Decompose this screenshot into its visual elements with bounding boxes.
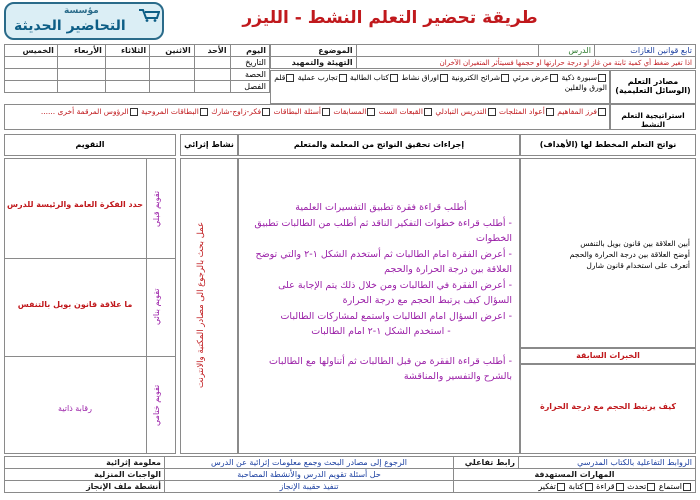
checkbox[interactable] — [546, 108, 554, 116]
lesson-label: الدرس — [538, 45, 594, 57]
checkbox[interactable] — [390, 74, 398, 82]
link-label: رابط تفاعلي — [454, 457, 519, 469]
procedure-item: - اعرض السؤال امام الطالبات واستمع لمشاركات الطالبات — [280, 310, 512, 322]
page-title: طريقة تحضير التعلم النشط - الليزر — [242, 8, 538, 28]
logo-line2: التحاضير الحديثة — [14, 18, 126, 34]
strategy-item: القبعات الست — [378, 107, 423, 116]
checkbox[interactable] — [339, 74, 347, 82]
day-mon: الاثنين — [150, 45, 195, 57]
day-wed: الأربعاء — [57, 45, 105, 57]
strategy-item: فكر-زاوج-شارك — [211, 107, 262, 116]
source-item: قلم الورق والفلين — [274, 73, 607, 92]
checkbox[interactable] — [550, 74, 558, 82]
strategy-item: فرز المفاهيم — [557, 107, 597, 116]
sources-label: مصادر التعلم (الوسائل التعليمية) — [610, 70, 696, 104]
cart-icon — [138, 8, 160, 22]
checkbox[interactable] — [598, 74, 606, 82]
procedure-item: أطلب قراءة فقرة تطبيق التفسيرات العلمية — [295, 202, 467, 213]
evaluation-header: التقويم — [4, 134, 176, 156]
skill-item: استماع — [658, 482, 682, 491]
checkbox[interactable] — [585, 483, 593, 491]
activity-text: عمل بحث بالرجوع الى مصادر المكتبة والانترنت — [196, 221, 206, 389]
prior-label: الخبرات السابقة — [520, 348, 696, 364]
source-item: سبورة ذكية — [561, 73, 597, 82]
checkbox[interactable] — [598, 108, 606, 116]
checkbox[interactable] — [647, 483, 655, 491]
strategy-item: البطاقات المروحية — [141, 107, 199, 116]
row-class: الفصل — [230, 81, 269, 93]
checkbox[interactable] — [367, 108, 375, 116]
strategy-item: الرؤوس المرقمة — [76, 107, 129, 116]
intro-label: التهيئة والتمهيد — [271, 57, 357, 69]
schedule-table — [4, 44, 270, 93]
checkbox[interactable] — [262, 108, 270, 116]
checkbox[interactable] — [322, 108, 330, 116]
strategy-item: أعواد المثلجات — [498, 107, 545, 116]
lesson-value: تابع قوانين الغازات — [594, 45, 695, 57]
day-sun: الأحد — [194, 45, 230, 57]
checkbox[interactable] — [683, 483, 691, 491]
activity-header: نشاط إثرائي — [180, 134, 238, 156]
strategy-label: استراتيجية التعلم النشط — [610, 104, 696, 130]
portfolio-value: تنفيذ حقيبة الإنجاز — [165, 481, 454, 493]
intro-text: اذا تغير ضغط أي كمية ثابتة من غاز او درجة حرارتها او حجمها فسيتأثر المتغيران الآخران — [356, 57, 695, 69]
info-table — [270, 44, 696, 69]
outcome-item: أتعرف على استخدام قانون شارل — [586, 261, 690, 270]
portfolio-label: أنشطة ملف الإنجاز — [5, 481, 165, 493]
strategy-item: التدريس التبادلي — [435, 107, 487, 116]
checkbox[interactable] — [200, 108, 208, 116]
row-date: التاريخ — [230, 57, 269, 69]
strategy-item: أسئلة البطاقات — [273, 107, 322, 116]
skill-item: تفكير — [538, 482, 556, 491]
prior-text: كيف يرتبط الحجم مع درجة الحرارة — [539, 402, 677, 411]
checkbox[interactable] — [501, 74, 509, 82]
day-label: اليوم — [230, 45, 269, 57]
eval-label-final: تقويم ختامي — [152, 384, 161, 426]
strategy-item: أخرى ...... — [40, 107, 75, 116]
eval-label-pre: تقويم قبلي — [152, 190, 161, 228]
procedure-item: - أعرض الفقرة امام الطالبات ثم أستخدم الشكل ١-٢ والتي توضح العلاقة بين درجة الحرارة والحجم — [255, 248, 512, 275]
enrichment-label: معلومة إثرائية — [5, 457, 165, 469]
source-item: شرائح الكترونية — [451, 73, 501, 82]
procedure-item: - أطلب قراءة خطوات التفكير الناقد ثم أطلب من الطالبات تطبيق الخطوات — [254, 217, 512, 244]
homework-label: الواجبات المنزلية — [5, 469, 165, 481]
skill-item: تحدث — [627, 482, 647, 491]
outcomes-list — [526, 238, 690, 271]
checkbox[interactable] — [616, 483, 624, 491]
procedure-item: - استخدم الشكل ١-٢ امام الطالبات — [311, 326, 451, 337]
source-item: تجارب عملية — [297, 73, 338, 82]
procedure-item: - أطلب قراءة الفقرة من قبل الطالبات ثم أتناولها مع الطالبات بالشرح والتفسير والمناقشة — [268, 355, 512, 382]
checkbox[interactable] — [488, 108, 496, 116]
source-item: كتاب الطالبة — [350, 73, 389, 82]
link-value: الروابط التفاعلية بالكتاب المدرسي — [519, 457, 696, 469]
eval-text-pre: حدد الفكرة العامة والرئيسة للدرس — [6, 200, 144, 209]
checkbox[interactable] — [424, 108, 432, 116]
source-item: عرض مرئي — [512, 73, 550, 82]
homework-value: حل أسئلة تقويم الدرس والأنشطة المصاحبة — [165, 469, 454, 481]
procedure-item: - أعرض الفقرة في الطالبات ومن خلال ذلك يتم الإجابة على السؤال كيف يرتبط الحجم مع درجة الحرارة — [278, 279, 512, 306]
skill-item: قراءة — [596, 482, 615, 491]
strategy-item: المسابقات — [333, 107, 367, 116]
checkbox[interactable] — [286, 74, 294, 82]
day-thu: الخميس — [5, 45, 58, 57]
outcome-item: أوضح العلاقة بين درجة الحرارة والحجم — [569, 250, 690, 259]
checkbox[interactable] — [440, 74, 448, 82]
checkbox[interactable] — [130, 108, 138, 116]
sources-list — [270, 70, 610, 104]
eval-label-formative: تقويم بنائي — [152, 288, 161, 326]
outcome-item: أبين العلاقة بين قانون بويل بالتنفس — [580, 239, 690, 248]
procedures-list — [250, 200, 512, 385]
skill-item: كتابة — [568, 482, 584, 491]
eval-text-final: رقابة ذاتية — [58, 404, 92, 413]
outcomes-header: نواتج التعلم المخطط لها (الأهداف) — [520, 134, 696, 156]
eval-text-formative: ما علاقة قانون بويل بالتنفس — [17, 300, 133, 309]
checkbox[interactable] — [557, 483, 565, 491]
logo-line1: مؤسسة — [64, 6, 99, 16]
source-item: اوراق نشاط — [401, 73, 439, 82]
strategies-list — [4, 104, 610, 130]
day-tue: الثلاثاء — [105, 45, 149, 57]
skills-list — [454, 481, 696, 493]
bottom-table — [4, 456, 696, 493]
topic-label: الموضوع — [271, 45, 357, 57]
skills-label: المهارات المستهدفة — [454, 469, 696, 481]
enrichment-value: الرجوع إلى مصادر البحث وجمع معلومات إثرائية عن الدرس — [165, 457, 454, 469]
logo — [4, 2, 164, 40]
procedures-header: إجراءات تحقيق النواتج من المعلمة والمتعلم — [238, 134, 520, 156]
row-period: الحصة — [230, 69, 269, 81]
